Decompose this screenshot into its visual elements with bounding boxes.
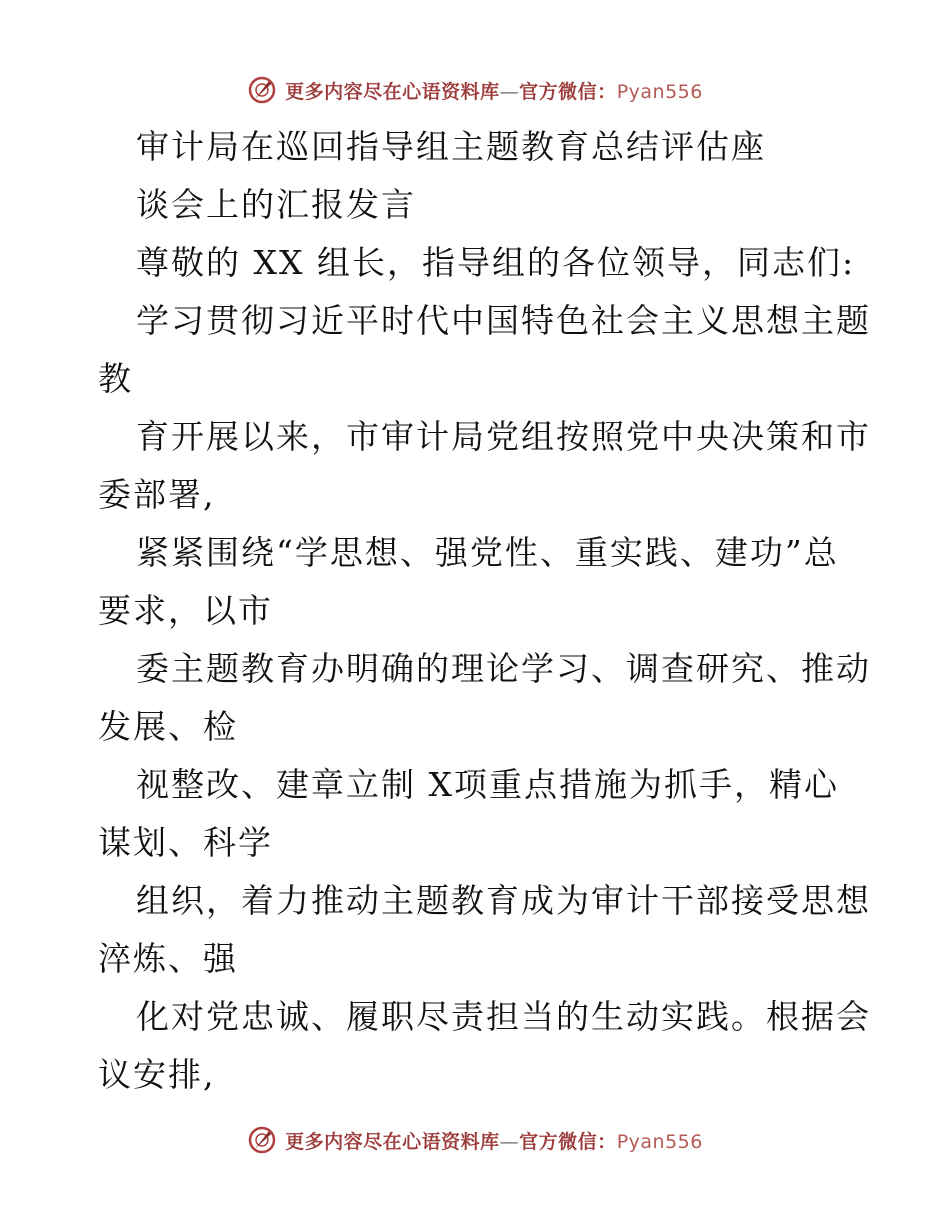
doc-line: 发展、检 bbox=[98, 707, 238, 746]
doc-line: 尊敬的 XX 组长，指导组的各位领导，同志们: bbox=[136, 243, 856, 282]
banner-site-name: 更多内容尽在心语资料库 bbox=[285, 1130, 500, 1153]
quill-logo-icon bbox=[247, 75, 277, 105]
document-body bbox=[98, 118, 871, 1104]
doc-line: 要求，以市 bbox=[98, 591, 273, 630]
banner-separator: — bbox=[499, 80, 520, 103]
doc-line: 谋划、科学 bbox=[98, 823, 273, 862]
doc-line: 视整改、建章立制 X项重点措施为抓手，精心 bbox=[136, 765, 839, 804]
doc-line: 委部署, bbox=[98, 475, 216, 514]
doc-line: 育开展以来，市审计局党组按照党中央决策和市 bbox=[136, 417, 871, 456]
header-banner bbox=[0, 70, 950, 110]
quill-logo-icon bbox=[247, 1125, 277, 1155]
doc-line: 谈会上的汇报发言 bbox=[136, 185, 416, 224]
doc-line: 委主题教育办明确的理论学习、调查研究、推动 bbox=[136, 649, 871, 688]
banner-wechat-label: 官方微信： bbox=[519, 80, 617, 103]
banner-wechat-label: 官方微信： bbox=[519, 1130, 617, 1153]
doc-line: 学习贯彻习近平时代中国特色社会主义思想主题 bbox=[136, 301, 871, 340]
banner-site-name: 更多内容尽在心语资料库 bbox=[285, 80, 500, 103]
banner-text bbox=[285, 77, 703, 104]
doc-line: 紧紧围绕“学思想、强党性、重实践、建功”总 bbox=[136, 533, 839, 572]
footer-banner bbox=[0, 1120, 950, 1160]
doc-line: 审计局在巡回指导组主题教育总结评估座 bbox=[136, 127, 766, 166]
doc-line: 组织，着力推动主题教育成为审计干部接受思想 bbox=[136, 881, 871, 920]
banner-wechat-id: Pyan556 bbox=[616, 80, 703, 103]
doc-line: 议安排, bbox=[98, 1055, 216, 1094]
banner-wechat-id: Pyan556 bbox=[616, 1130, 703, 1153]
banner-separator: — bbox=[499, 1130, 520, 1153]
doc-line: 化对党忠诚、履职尽责担当的生动实践。根据会 bbox=[136, 997, 871, 1036]
banner-text bbox=[285, 1127, 703, 1154]
doc-line: 淬炼、强 bbox=[98, 939, 238, 978]
doc-line: 教 bbox=[98, 359, 133, 398]
